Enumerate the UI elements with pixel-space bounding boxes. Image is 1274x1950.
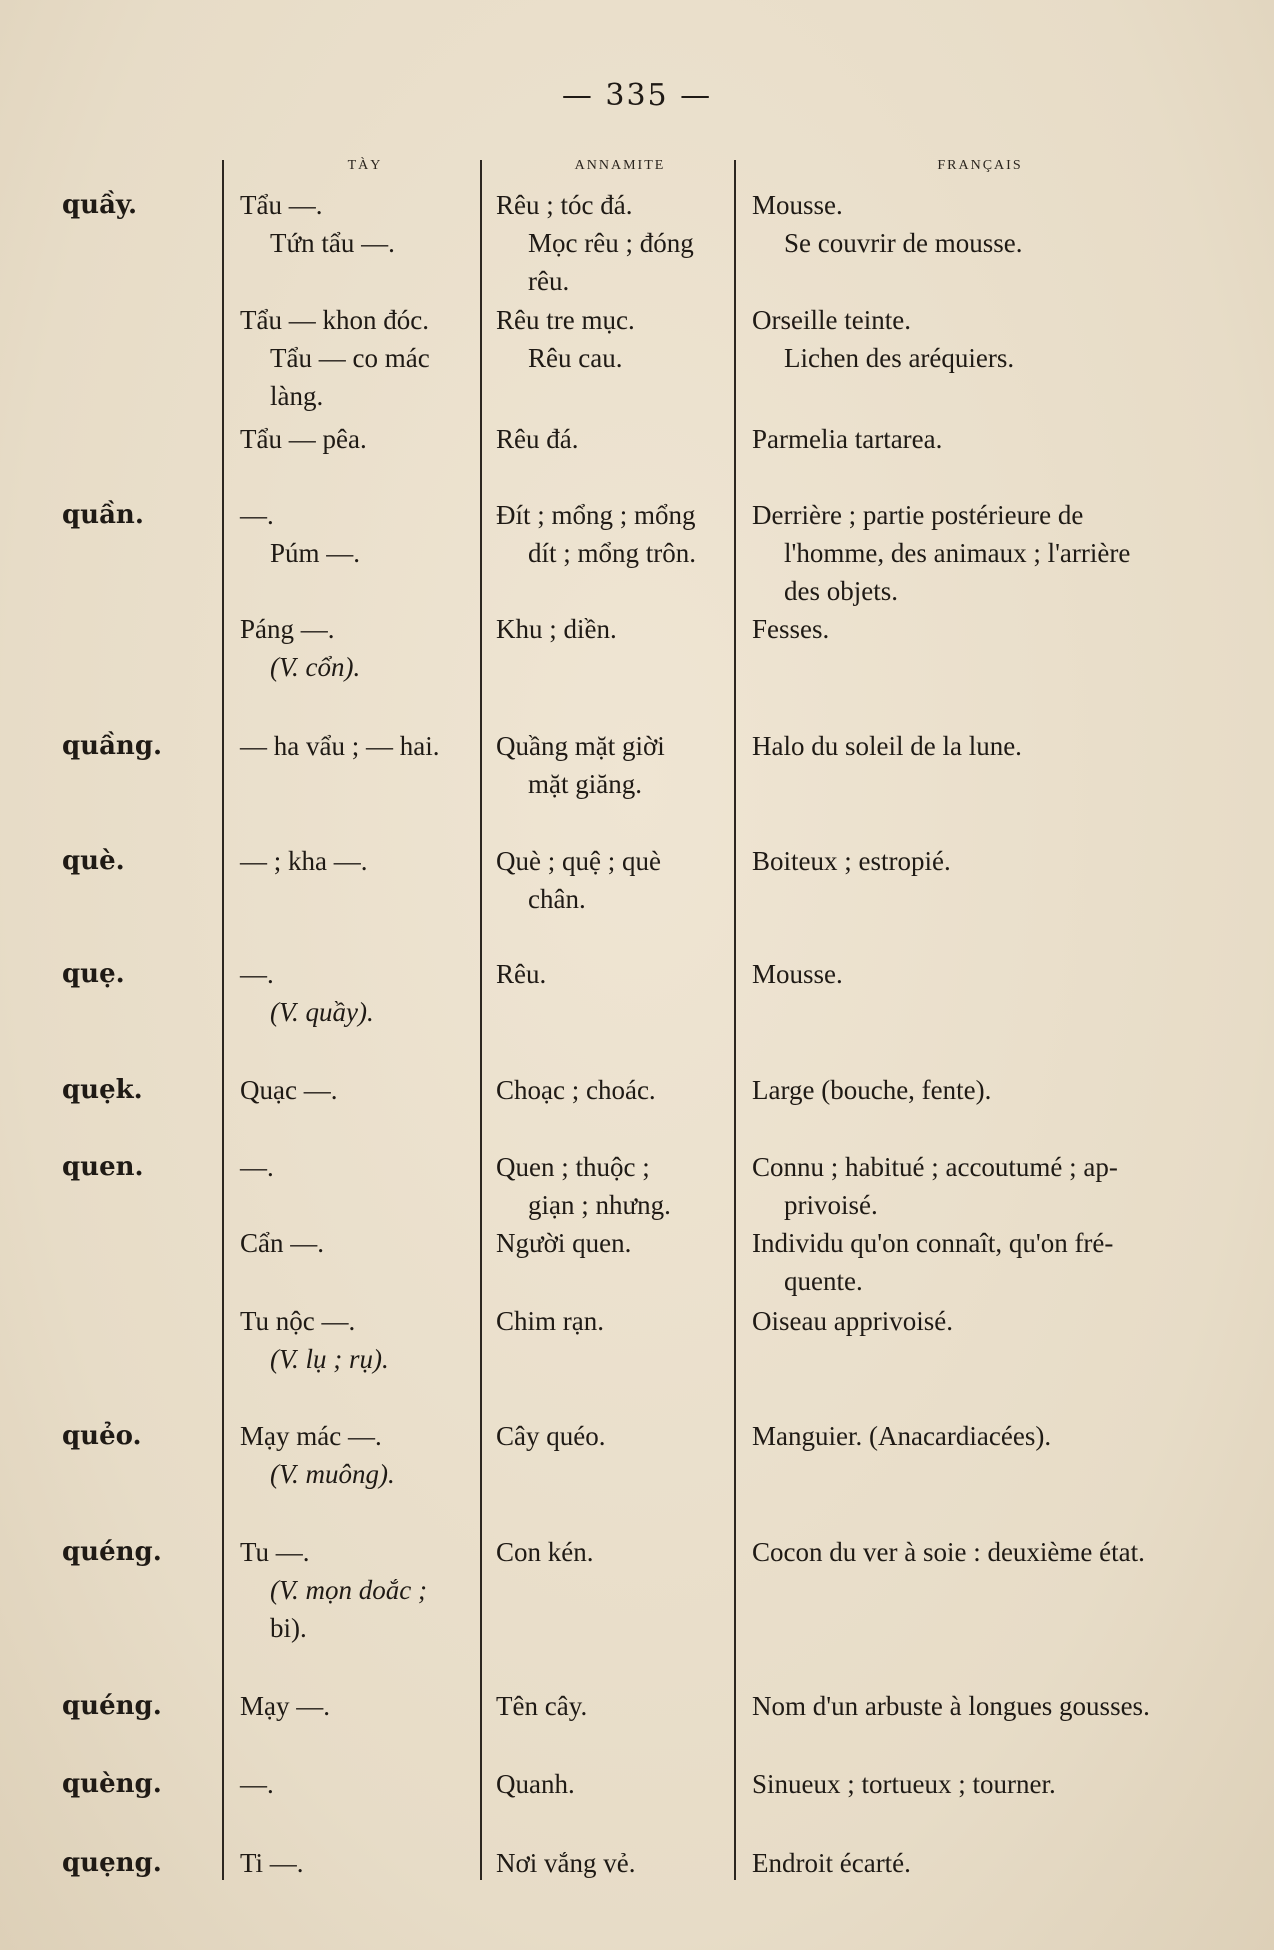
- tay-term-cell: [240, 610, 360, 686]
- tay-term-line: Púm —.: [270, 538, 361, 568]
- french-definition-cell: [752, 727, 1022, 765]
- annamite-term-line: Tên cây.: [496, 1691, 588, 1721]
- tay-term-line: —.: [240, 1769, 274, 1799]
- annamite-term-cell: [496, 1533, 594, 1571]
- french-definition-cell: [752, 1765, 1056, 1803]
- tay-term-cell: [240, 1224, 324, 1262]
- annamite-term-cell: [496, 1765, 575, 1803]
- tay-term-line: Mạy mác —.: [240, 1421, 382, 1451]
- french-definition-line: Halo du soleil de la lune.: [752, 731, 1022, 761]
- annamite-term-line: Mọc rêu ; đóng: [528, 228, 694, 258]
- annamite-term-line: Rêu cau.: [528, 343, 623, 373]
- annamite-term-line: mặt giăng.: [528, 769, 642, 799]
- french-definition-cell: [752, 301, 1014, 377]
- column-divider-2: [480, 160, 482, 1880]
- entry-headword: quẹ.: [62, 959, 125, 989]
- entry-headword: quần.: [62, 500, 144, 530]
- tay-term-line: Tẩu — pêa.: [240, 424, 367, 454]
- tay-term-line: (V. cổn).: [270, 652, 361, 682]
- annamite-term-line: dít ; mổng trôn.: [528, 538, 696, 568]
- french-definition-line: quente.: [784, 1266, 863, 1296]
- french-definition-line: Cocon du ver à soie : deuxième état.: [752, 1537, 1145, 1567]
- header-francais: FRANÇAIS: [937, 158, 1023, 173]
- tay-term-line: Mạy —.: [240, 1691, 330, 1721]
- french-definition-line: Oiseau apprivoisé.: [752, 1306, 953, 1336]
- annamite-term-line: Rêu tre mục.: [496, 305, 635, 335]
- annamite-term-cell: [496, 955, 546, 993]
- tay-term-line: Tẩu —.: [240, 190, 323, 220]
- french-definition-cell: [752, 1844, 911, 1882]
- tay-term-cell: [240, 186, 395, 262]
- french-definition-cell: [752, 1533, 1145, 1571]
- tay-term-line: Ti —.: [240, 1848, 304, 1878]
- annamite-term-cell: [496, 420, 578, 458]
- tay-term-line: —.: [240, 500, 274, 530]
- french-definition-line: Mousse.: [752, 190, 843, 220]
- french-definition-cell: [752, 1417, 1051, 1455]
- entry-headword: què.: [62, 846, 125, 876]
- tay-term-line: —.: [240, 959, 274, 989]
- tay-term-cell: [240, 1765, 274, 1803]
- annamite-term-cell: [496, 1302, 604, 1340]
- annamite-term-cell: [496, 727, 665, 803]
- tay-term-cell: [240, 1302, 389, 1378]
- annamite-term-cell: [496, 1844, 636, 1882]
- french-definition-line: Lichen des aréquiers.: [784, 343, 1015, 373]
- tay-term-line: — ha vẩu ; — hai.: [240, 731, 440, 761]
- annamite-term-line: Người quen.: [496, 1228, 632, 1258]
- french-definition-line: l'homme, des animaux ; l'arrière: [784, 538, 1131, 568]
- annamite-term-cell: [496, 842, 661, 918]
- tay-term-line: Tu nộc —.: [240, 1306, 356, 1336]
- tay-term-line: Quạc —.: [240, 1075, 338, 1105]
- french-definition-cell: [752, 955, 843, 993]
- french-definition-line: Connu ; habitué ; accoutumé ; ap-: [752, 1152, 1118, 1182]
- french-definition-cell: [752, 610, 829, 648]
- header-tay: TÀY: [347, 158, 383, 173]
- tay-term-cell: [240, 496, 360, 572]
- french-definition-cell: [752, 1224, 1113, 1300]
- french-definition-line: Endroit écarté.: [752, 1848, 911, 1878]
- french-definition-cell: [752, 1071, 991, 1109]
- annamite-term-line: Nơi vắng vẻ.: [496, 1848, 636, 1878]
- french-definition-cell: [752, 1148, 1118, 1224]
- entry-headword: quèng.: [62, 1769, 162, 1799]
- entry-headword: quầy.: [62, 190, 138, 220]
- tay-term-cell: [240, 727, 439, 765]
- tay-term-cell: [240, 955, 374, 1031]
- french-definition-line: Nom d'un arbuste à longues gousses.: [752, 1691, 1150, 1721]
- tay-term-cell: [240, 420, 367, 458]
- tay-term-line: (V. quầy).: [270, 997, 374, 1027]
- tay-term-line: Tẩu — co mác: [270, 343, 430, 373]
- french-definition-line: privoisé.: [784, 1190, 878, 1220]
- french-definition-cell: [752, 186, 1022, 262]
- entry-headword: quen.: [62, 1152, 144, 1182]
- french-definition-cell: [752, 496, 1130, 610]
- annamite-term-cell: [496, 496, 696, 572]
- annamite-term-line: Đít ; mổng ; mổng: [496, 500, 696, 530]
- tay-term-cell: [240, 1148, 274, 1186]
- entry-headword: quéng.: [62, 1691, 162, 1721]
- french-definition-cell: [752, 842, 951, 880]
- french-definition-line: Boiteux ; estropié.: [752, 846, 951, 876]
- annamite-term-cell: [496, 186, 694, 300]
- annamite-term-line: Con kén.: [496, 1537, 594, 1567]
- entry-headword: quẹk.: [62, 1075, 143, 1105]
- french-definition-line: des objets.: [784, 576, 898, 606]
- column-divider-1: [222, 160, 224, 1880]
- french-definition-line: Large (bouche, fente).: [752, 1075, 992, 1105]
- tay-term-line: (V. lụ ; rụ).: [270, 1344, 389, 1374]
- french-definition-line: Sinueux ; tortueux ; tourner.: [752, 1769, 1056, 1799]
- entry-headword: quẹng.: [62, 1848, 162, 1878]
- annamite-term-line: Khu ; diền.: [496, 614, 617, 644]
- tay-term-cell: [240, 1071, 337, 1109]
- french-definition-cell: [752, 1687, 1150, 1725]
- french-definition-line: Individu qu'on connaît, qu'on fré-: [752, 1228, 1114, 1258]
- annamite-term-cell: [496, 301, 635, 377]
- annamite-term-line: Chim rạn.: [496, 1306, 604, 1336]
- annamite-term-line: Quen ; thuộc ;: [496, 1152, 650, 1182]
- tay-term-line: Tứn tẩu —.: [270, 228, 395, 258]
- french-definition-line: Fesses.: [752, 614, 830, 644]
- annamite-term-line: Quanh.: [496, 1769, 575, 1799]
- french-definition-line: Orseille teinte.: [752, 305, 911, 335]
- french-definition-line: Manguier. (Anacardiacées).: [752, 1421, 1052, 1451]
- annamite-term-line: Què ; quệ ; què: [496, 846, 661, 876]
- annamite-term-line: Quầng mặt giời: [496, 731, 665, 761]
- tay-term-line: — ; kha —.: [240, 846, 368, 876]
- tay-term-line: Páng —.: [240, 614, 335, 644]
- annamite-term-cell: [496, 1687, 587, 1725]
- annamite-term-line: Rêu đá.: [496, 424, 579, 454]
- french-definition-cell: [752, 1302, 953, 1340]
- annamite-term-line: giạn ; nhưng.: [528, 1190, 671, 1220]
- tay-term-line: làng.: [270, 381, 324, 411]
- tay-term-cell: [240, 301, 430, 415]
- annamite-term-line: Rêu.: [496, 959, 547, 989]
- french-definition-line: Derrière ; partie postérieure de: [752, 500, 1084, 530]
- page-number: — 335 —: [561, 78, 713, 113]
- annamite-term-cell: [496, 1148, 671, 1224]
- french-definition-line: Se couvrir de mousse.: [784, 228, 1023, 258]
- annamite-term-line: Rêu ; tóc đá.: [496, 190, 633, 220]
- annamite-term-line: rêu.: [528, 266, 570, 296]
- tay-term-line: —.: [240, 1152, 274, 1182]
- annamite-term-cell: [496, 1224, 631, 1262]
- tay-term-cell: [240, 842, 368, 880]
- tay-term-line: Tu —.: [240, 1537, 310, 1567]
- tay-term-cell: [240, 1687, 330, 1725]
- tay-term-cell: [240, 1417, 395, 1493]
- entry-headword: quẻo.: [62, 1421, 142, 1451]
- french-definition-line: Parmelia tartarea.: [752, 424, 943, 454]
- entry-headword: quéng.: [62, 1537, 162, 1567]
- annamite-term-cell: [496, 1417, 605, 1455]
- header-annamite: ANNAMITE: [574, 158, 666, 173]
- french-definition-cell: [752, 420, 942, 458]
- tay-term-line: bi).: [270, 1613, 307, 1643]
- annamite-term-cell: [496, 1071, 656, 1109]
- column-divider-3: [734, 160, 736, 1880]
- tay-term-cell: [240, 1844, 304, 1882]
- annamite-term-line: Choạc ; choác.: [496, 1075, 656, 1105]
- tay-term-line: Tẩu — khon đóc.: [240, 305, 429, 335]
- annamite-term-line: chân.: [528, 884, 586, 914]
- tay-term-line: (V. mọn doắc ;: [270, 1575, 427, 1605]
- annamite-term-line: Cây quéo.: [496, 1421, 606, 1451]
- tay-term-cell: [240, 1533, 427, 1647]
- annamite-term-cell: [496, 610, 617, 648]
- entry-headword: quầng.: [62, 731, 163, 761]
- french-definition-line: Mousse.: [752, 959, 843, 989]
- tay-term-line: (V. muông).: [270, 1459, 395, 1489]
- tay-term-line: Cẩn —.: [240, 1228, 324, 1258]
